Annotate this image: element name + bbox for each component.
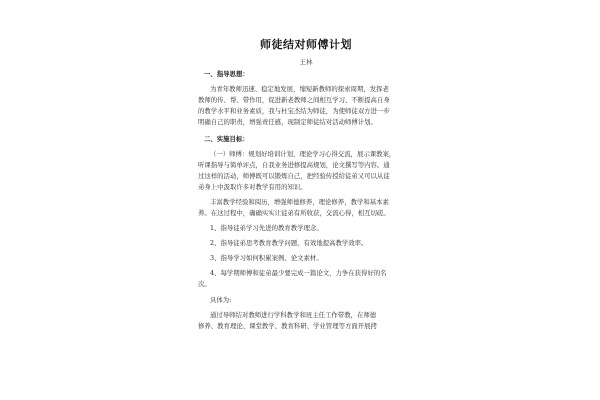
subheading: 具体为: bbox=[210, 296, 232, 304]
document-title: 师徒结对师傅计划 bbox=[260, 38, 352, 51]
paragraph-line: 为青年教师迅速、稳定地发展，缩短新教师的探索周期，发挥老 bbox=[210, 85, 389, 93]
section-heading-implementation-goals: 二、实施目标： bbox=[204, 135, 249, 143]
list-item: 2、指导徒弟思考教育教学问题，有效地提高教学效率。 bbox=[210, 239, 368, 247]
list-item: 3、指导学习如何积累案例、论文素材。 bbox=[210, 254, 323, 262]
paragraph-line: （一）师傅：规划好培训计划，理论学习心得交流，展示课教案， bbox=[210, 150, 396, 158]
list-item: 4、每学期师傅和徒弟最少要完成一篇论文，力争在获得好的名 bbox=[210, 269, 387, 277]
list-item-continuation: 次。 bbox=[198, 280, 211, 288]
document-page bbox=[196, 30, 416, 400]
paragraph-line: 的教学水平和业务素质，我与杜宝杰结为师徒，为使师徒双方进一步 bbox=[198, 107, 390, 115]
list-item: 1、指导徒弟学习先进的教育教学理念。 bbox=[210, 224, 323, 232]
document-author: 王林 bbox=[299, 58, 313, 66]
paragraph-line: 修养、教育理论、课堂教学、教育科研、学业管理等方面开展拷 bbox=[198, 322, 377, 330]
paragraph-line: 弟身上中汲取许多对教学有用的知识。 bbox=[198, 183, 307, 191]
paragraph-line: 丰富教学经验和阅历，增强师德修养，理论修养，教学和基本素 bbox=[210, 198, 389, 206]
section-heading-guiding-ideology: 一、指导思想： bbox=[204, 70, 249, 78]
paragraph-line: 教师的传、帮、带作用，促进新老教师之间相互学习、不断提高自身 bbox=[198, 96, 390, 104]
paragraph-line: 养。在这过程中，确确实实让徒弟有所收获，交流心得，相互切磋。 bbox=[198, 209, 390, 217]
paragraph-line: 明确自己的职责，增强责任感，现制定师徒结对活动师傅计划。 bbox=[198, 118, 377, 126]
paragraph-line: 过这样的活动，师傅既可以锻炼自己，把经验传授给徒弟又可以从徒 bbox=[198, 172, 390, 180]
paragraph-line: 听课指导与简单评点，自我业务进修提高规划，论文撰写等内容。通 bbox=[198, 161, 390, 169]
paragraph-line: 通过导师结对教师进行学科教学和班主任工作带教，在师德 bbox=[210, 311, 377, 319]
